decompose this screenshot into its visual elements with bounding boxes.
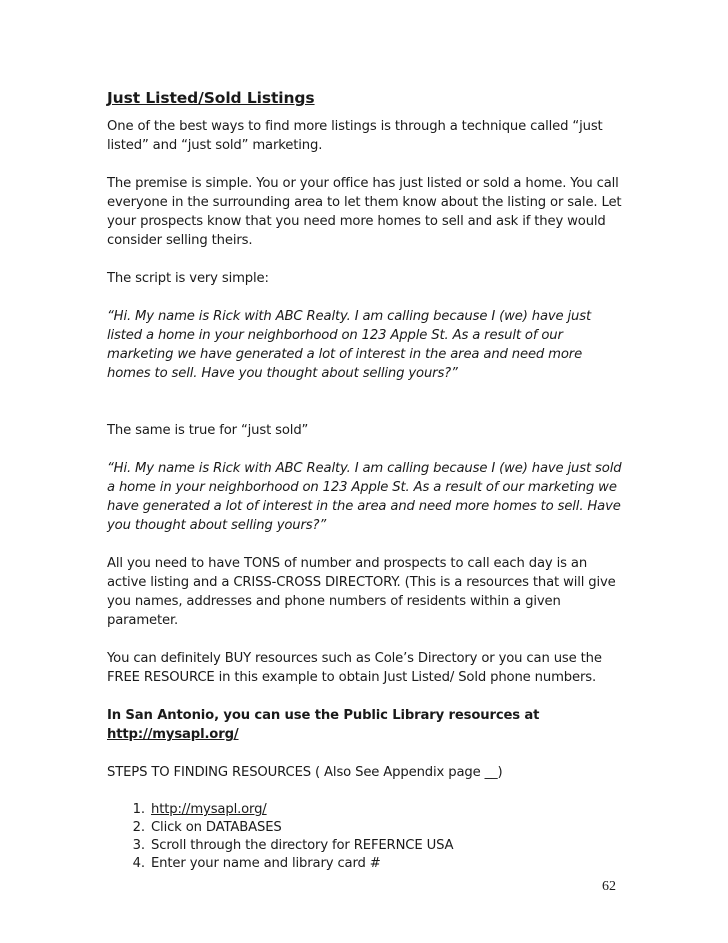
steps-list	[107, 801, 627, 873]
directory-paragraph: All you need to have TONS of number and prospects to call each day is an active listing and a CRISS-CROSS DIRECTORY. (This is a resources that will give you names, addresses and phone numbers of residents within a given parameter.	[107, 556, 616, 628]
steps-heading: STEPS TO FINDING RESOURCES ( Also See Appendix page __)	[107, 765, 503, 780]
page-heading: Just Listed/Sold Listings	[107, 89, 315, 107]
script-intro-paragraph: The script is very simple:	[107, 271, 269, 286]
library-link[interactable]: http://mysapl.org/	[107, 727, 239, 742]
library-text: In San Antonio, you can use the Public Library resources at	[107, 708, 540, 723]
list-item[interactable]	[149, 801, 627, 819]
just-sold-script: “Hi. My name is Rick with ABC Realty. I am calling because I (we) have just sold a home in your neighborhood on 123 Apple St. As a result of our marketing we have generated a lot of interest in the area and need more homes to sell. Have you thought about selling yours?”	[107, 461, 622, 533]
resources-paragraph: You can definitely BUY resources such as Cole’s Directory or you can use the FREE RESOURCE in this example to obtain Just Listed/ Sold phone numbers.	[107, 651, 602, 685]
intro-paragraph: One of the best ways to find more listings is through a technique called “just listed” and “just sold” marketing.	[107, 119, 603, 153]
list-item: 4. Enter your name and library card #	[149, 855, 627, 873]
list-item: 2. Click on DATABASES	[149, 819, 627, 837]
document-page	[107, 88, 627, 873]
page-number: 62	[602, 879, 616, 894]
library-paragraph	[107, 706, 627, 744]
premise-paragraph: The premise is simple. You or your office has just listed or sold a home. You call everyone in the surrounding area to let them know about the listing or sale. Let your prospects know that you need more homes to sell and ask if they would consider selling theirs.	[107, 176, 622, 248]
just-sold-intro-paragraph: The same is true for “just sold”	[107, 423, 309, 438]
step-link[interactable]: http://mysapl.org/	[151, 802, 267, 817]
list-item: 3. Scroll through the directory for REFERNCE USA	[149, 837, 627, 855]
just-listed-script: “Hi. My name is Rick with ABC Realty. I am calling because I (we) have just listed a home in your neighborhood on 123 Apple St. As a result of our marketing we have generated a lot of interest in the area and need more homes to sell. Have you thought about selling yours?”	[107, 309, 592, 381]
